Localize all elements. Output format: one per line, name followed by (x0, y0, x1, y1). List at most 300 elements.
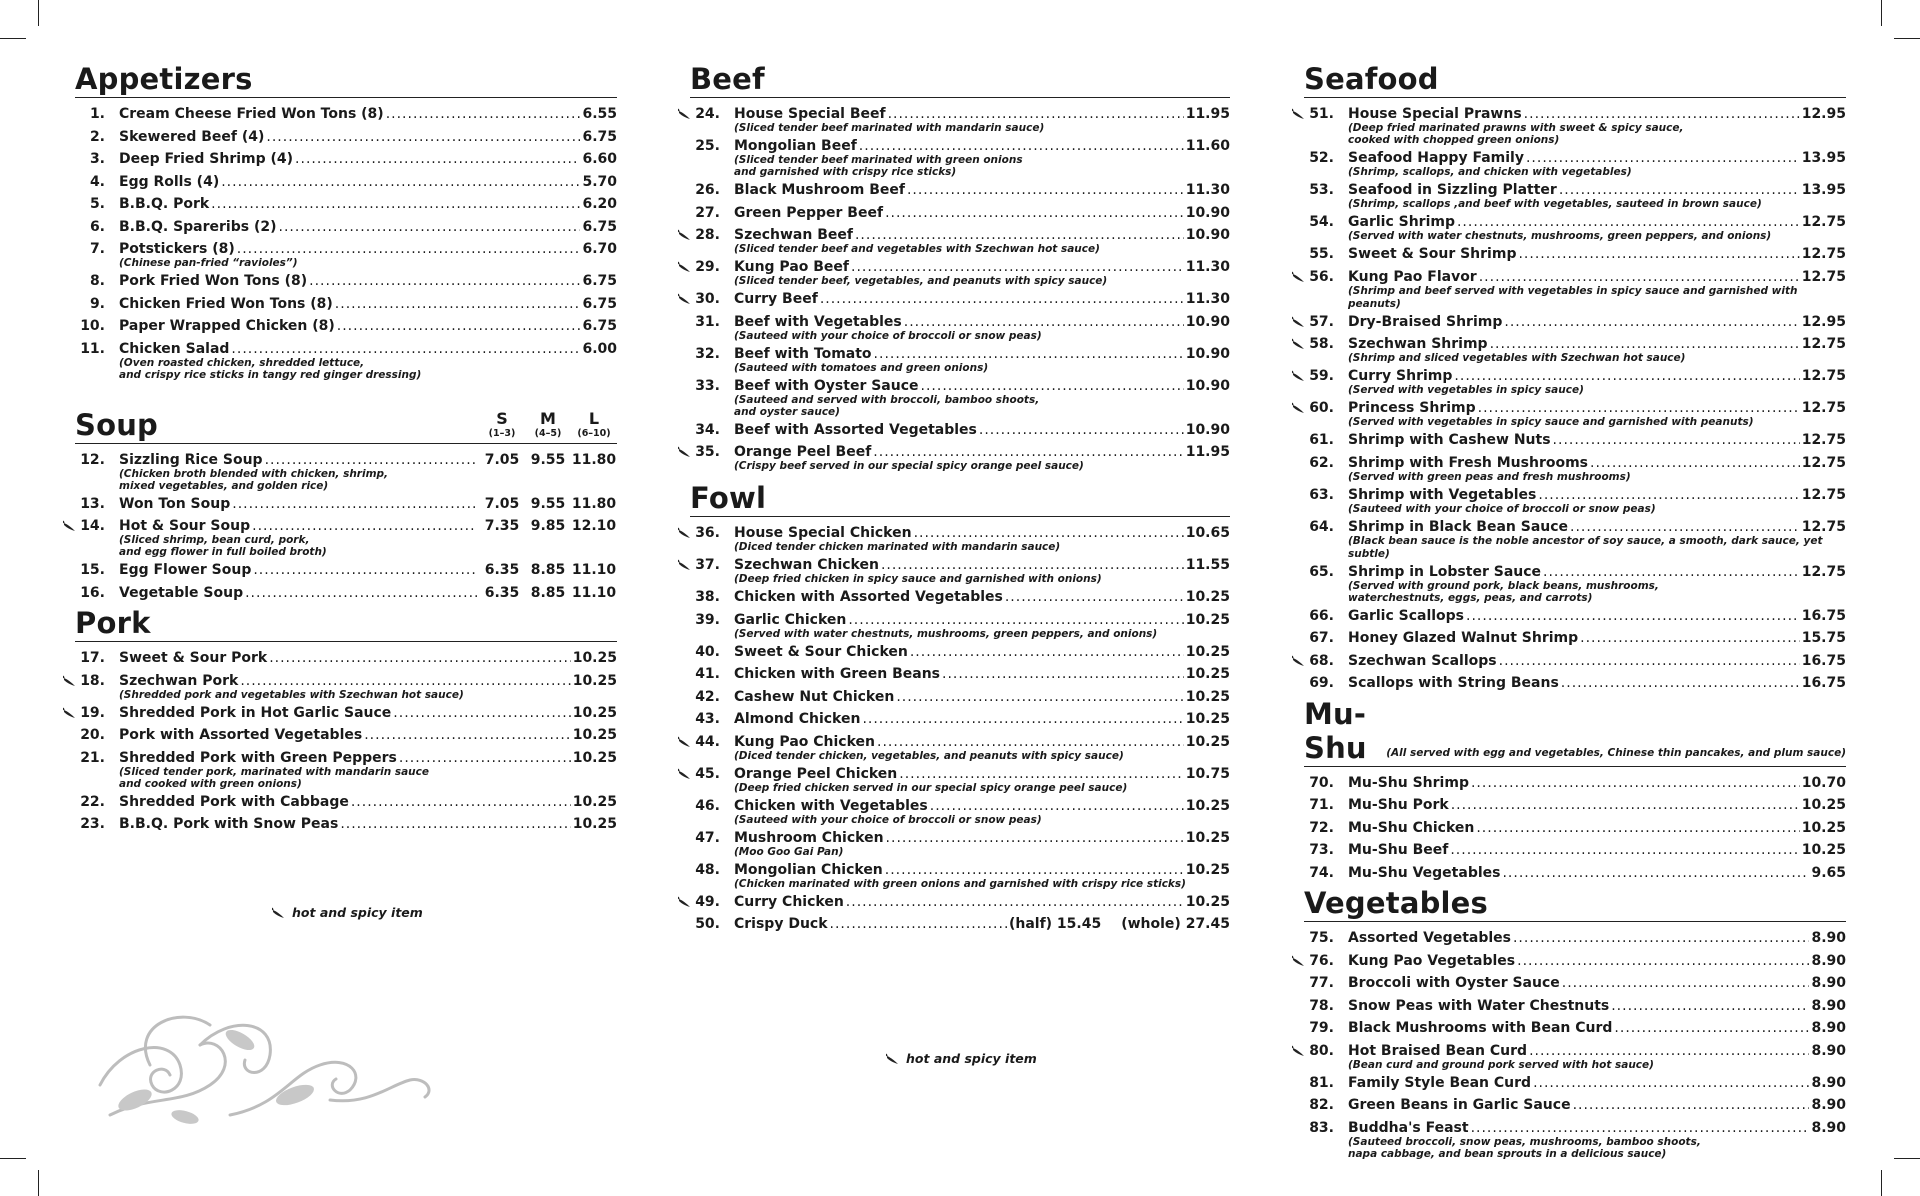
item-line (734, 313, 1230, 331)
item-name: Curry Shrimp (1348, 368, 1453, 384)
item-line (119, 815, 617, 833)
crop-mark (38, 1170, 39, 1196)
item-price: 6.70 (582, 241, 617, 257)
item-price: 8.90 (1811, 930, 1846, 946)
item-line (119, 317, 617, 335)
item-number: 73. (1309, 842, 1334, 858)
item-description: and oyster sauce) (734, 405, 840, 418)
item-line (119, 195, 617, 213)
item-number: 72. (1309, 819, 1334, 836)
item-number: 2. (89, 128, 105, 145)
item-price: 8.90 (1811, 1042, 1846, 1059)
item-line (734, 258, 1230, 276)
item-number: 41. (695, 666, 720, 682)
item-name: Shredded Pork with Cabbage (119, 793, 349, 810)
crop-mark (0, 1158, 26, 1159)
item-name: Mongolian Beef (734, 138, 857, 154)
dot-leader (910, 643, 1184, 661)
item-line (119, 150, 617, 168)
item-name: Sweet & Sour Shrimp (1348, 246, 1517, 262)
item-description: (Served with water chestnuts, mushrooms, green peppers, and onions) (734, 627, 1158, 640)
item-number: 52. (1309, 150, 1334, 166)
size-letter: S (496, 408, 508, 428)
item-line (1348, 841, 1846, 859)
price-medium: 9.55 (530, 451, 566, 468)
menu-item (75, 128, 617, 146)
item-description: (Diced tender chicken marinated with mandarin sauce) (734, 541, 1061, 553)
item-name: Chicken with Vegetables (734, 797, 928, 814)
price-medium: 8.85 (530, 584, 566, 601)
item-price: 10.25 (1185, 829, 1230, 846)
dot-leader (386, 105, 581, 123)
item-price: 11.30 (1185, 291, 1230, 307)
item-number: 60. (1309, 400, 1334, 416)
item-line (1348, 399, 1846, 417)
item-description: (Sauteed and served with broccoli, bamboo shoots, (734, 393, 1040, 406)
dot-leader (253, 561, 477, 579)
price-large: 11.10 (571, 562, 617, 578)
menu-item (75, 150, 617, 168)
dot-leader (846, 893, 1184, 911)
item-name: Beef with Vegetables (734, 313, 902, 330)
section-header-pork (75, 606, 617, 642)
dot-leader (252, 517, 477, 535)
item-number: 46. (695, 797, 720, 814)
item-name: Snow Peas with Water Chestnuts (1348, 997, 1610, 1014)
item-price: 12.75 (1801, 486, 1846, 503)
dot-leader (914, 524, 1184, 542)
item-price: (half) 15.45 (1008, 916, 1102, 932)
item-line (734, 204, 1230, 222)
item-number: 16. (80, 584, 105, 601)
item-number: 12. (80, 451, 105, 468)
section-title: Appetizers (75, 62, 253, 96)
menu-item (690, 137, 1230, 179)
item-line (1348, 819, 1846, 837)
menu-item (690, 524, 1230, 554)
item-price: 10.25 (1185, 861, 1230, 878)
item-line (734, 588, 1230, 606)
menu-item (75, 793, 617, 811)
menu-item (1304, 149, 1846, 179)
dot-leader (859, 137, 1184, 155)
item-line (1348, 1096, 1846, 1114)
item-price: 10.25 (572, 749, 617, 766)
item-name: Beef with Assorted Vegetables (734, 421, 977, 438)
item-line (1348, 1119, 1846, 1137)
item-price: 16.75 (1801, 675, 1846, 691)
item-line (734, 105, 1230, 123)
dot-leader (1499, 652, 1800, 670)
item-name: Mu-Shu Beef (1348, 842, 1449, 858)
item-number: 31. (695, 313, 720, 330)
menu-item (1304, 864, 1846, 882)
item-name: B.B.Q. Pork (119, 196, 210, 212)
item-name: Szechwan Chicken (734, 557, 879, 573)
item-name: Mushroom Chicken (734, 829, 884, 846)
price-medium: 8.85 (530, 562, 566, 578)
dot-leader (979, 421, 1184, 439)
item-number: 7. (89, 241, 105, 257)
menu-item (1304, 1074, 1846, 1092)
menu-item (1304, 563, 1846, 605)
item-number: 22. (80, 793, 105, 810)
item-name: House Special Chicken (734, 525, 912, 541)
menu-item (75, 451, 617, 493)
hot-spicy-legend (272, 905, 423, 920)
menu-item (690, 556, 1230, 586)
item-line (1348, 563, 1846, 581)
item-price: 10.25 (1185, 893, 1230, 910)
menu-item (75, 317, 617, 335)
item-number: 13. (80, 495, 105, 512)
menu-item (1304, 181, 1846, 211)
menu-item (75, 105, 617, 123)
size-letter: M (540, 408, 556, 428)
item-price: 15.75 (1801, 630, 1846, 646)
item-description: (Sauteed with your choice of broccoli or snow peas) (1348, 502, 1656, 515)
dot-leader (885, 861, 1184, 879)
item-number: 27. (695, 204, 720, 221)
item-number: 53. (1309, 182, 1334, 198)
item-line (734, 829, 1230, 847)
item-line (119, 295, 617, 313)
menu-item (1304, 674, 1846, 692)
item-name: Potstickers (8) (119, 241, 235, 257)
item-name: B.B.Q. Spareribs (2) (119, 218, 277, 235)
item-name: Beef with Tomato (734, 345, 872, 362)
dot-leader (1502, 864, 1809, 882)
menu-item (690, 643, 1230, 661)
menu-item (1304, 245, 1846, 263)
item-price: 16.75 (1801, 652, 1846, 669)
dot-leader (1570, 518, 1800, 536)
menu-item (75, 195, 617, 213)
item-price: 11.30 (1185, 182, 1230, 198)
item-description: (Sliced tender pork, marinated with mandarin sauce (119, 765, 429, 778)
item-name: Chicken with Assorted Vegetables (734, 589, 1003, 605)
dot-leader (269, 649, 571, 667)
size-medium (525, 410, 571, 440)
item-number: 75. (1309, 930, 1334, 946)
item-description: (Sliced tender beef marinated with green onions (734, 154, 1023, 166)
item-line (1348, 796, 1846, 814)
item-list (1304, 105, 1846, 692)
dot-leader (232, 495, 477, 513)
item-price: 8.90 (1811, 952, 1846, 969)
item-name: Black Mushrooms with Bean Curd (1348, 1020, 1613, 1036)
menu-column-middle (690, 62, 1230, 938)
dot-leader (266, 128, 580, 146)
section-title: Fowl (690, 481, 767, 515)
dot-leader (1479, 268, 1800, 286)
item-list (75, 451, 617, 602)
item-price: 11.95 (1185, 444, 1230, 460)
item-number: 24. (695, 106, 720, 122)
item-name: Princess Shrimp (1348, 400, 1476, 416)
item-price: 6.75 (582, 318, 617, 334)
dot-leader (393, 704, 570, 722)
menu-item (75, 815, 617, 833)
item-number: 14. (80, 518, 105, 534)
item-number: 43. (695, 711, 720, 727)
item-number: 17. (80, 650, 105, 666)
menu-item (1304, 997, 1846, 1015)
item-line (119, 340, 617, 358)
item-price: 12.75 (1801, 563, 1846, 580)
item-price: 12.95 (1801, 313, 1846, 330)
item-line (734, 765, 1230, 783)
menu-item (75, 240, 617, 270)
item-number: 81. (1309, 1074, 1334, 1091)
item-price: 8.90 (1811, 1097, 1846, 1113)
item-price: 10.25 (1801, 842, 1846, 858)
item-number: 71. (1309, 797, 1334, 813)
item-name: Hot Braised Bean Curd (1348, 1042, 1528, 1059)
item-number: 76. (1309, 952, 1334, 969)
item-number: 66. (1309, 607, 1334, 624)
item-name: Shredded Pork with Green Peppers (119, 749, 397, 766)
menu-item (690, 665, 1230, 683)
legend-text: hot and spicy item (906, 1051, 1037, 1066)
dot-leader (364, 726, 570, 744)
menu-item (75, 295, 617, 313)
dot-leader (1471, 774, 1800, 792)
menu-item (690, 443, 1230, 473)
dot-leader (930, 797, 1184, 815)
item-name: Mu-Shu Vegetables (1348, 864, 1501, 881)
dot-leader (1005, 588, 1184, 606)
menu-item (1304, 335, 1846, 365)
menu-item (75, 726, 617, 744)
item-price: 10.90 (1185, 227, 1230, 243)
item-name: Family Style Bean Curd (1348, 1074, 1532, 1091)
item-name: Assorted Vegetables (1348, 930, 1511, 946)
item-name: Vegetable Soup (119, 584, 244, 601)
item-price: 12.75 (1801, 454, 1846, 471)
item-line (1348, 486, 1846, 504)
menu-item (690, 313, 1230, 343)
item-description: napa cabbage, and bean sprouts in a delicious sauce) (1348, 1147, 1667, 1160)
dot-leader (942, 665, 1184, 683)
size-letter: L (588, 408, 600, 428)
item-line (734, 443, 1230, 461)
menu-item (690, 226, 1230, 256)
item-name: Szechwan Beef (734, 227, 853, 243)
item-line (734, 556, 1230, 574)
item-price: 12.75 (1801, 336, 1846, 352)
item-line (119, 649, 617, 667)
item-line (1348, 213, 1846, 231)
dot-leader (1513, 929, 1809, 947)
dot-leader (851, 258, 1184, 276)
dot-leader (1561, 674, 1800, 692)
size-range: (6–10) (577, 427, 611, 439)
menu-item (1304, 819, 1846, 837)
item-name: Kung Pao Chicken (734, 733, 875, 750)
item-number: 74. (1309, 864, 1334, 881)
menu-item (690, 861, 1230, 891)
dot-leader (855, 226, 1184, 244)
item-price: 10.25 (1185, 733, 1230, 750)
price-medium: 9.85 (530, 518, 566, 534)
menu-item (1304, 431, 1846, 449)
dot-leader (279, 218, 581, 236)
item-price: 6.75 (582, 128, 617, 145)
item-number: 57. (1309, 313, 1334, 330)
item-number: 59. (1309, 368, 1334, 384)
item-number: 62. (1309, 454, 1334, 471)
item-name: Green Beans in Garlic Sauce (1348, 1097, 1571, 1113)
item-price: 10.90 (1185, 204, 1230, 221)
item-line (1348, 607, 1846, 625)
item-price: 5.70 (582, 173, 617, 190)
dot-leader (1590, 454, 1800, 472)
dot-leader (1454, 367, 1799, 385)
item-line (1348, 149, 1846, 167)
menu-item (1304, 367, 1846, 397)
item-description: (Sliced tender beef and vegetables with Szechwan hot sauce) (734, 243, 1100, 255)
item-description: (Moo Goo Gai Pan) (734, 845, 844, 858)
item-price: 11.95 (1185, 106, 1230, 122)
menu-item (1304, 105, 1846, 147)
section-title: Beef (690, 62, 765, 96)
item-line (119, 704, 617, 722)
dot-leader (1580, 629, 1800, 647)
dot-leader (1471, 1119, 1810, 1137)
section-header-seafood (1304, 62, 1846, 98)
dot-leader (1573, 1096, 1810, 1114)
item-line (1348, 929, 1846, 947)
item-number: 64. (1309, 518, 1334, 535)
item-line (734, 665, 1230, 683)
menu-item (1304, 774, 1846, 792)
item-price: 6.55 (582, 106, 617, 122)
item-number: 34. (695, 421, 720, 438)
dot-leader (1478, 399, 1800, 417)
item-name: Sweet & Sour Pork (119, 650, 268, 666)
menu-item (690, 829, 1230, 859)
item-line (119, 561, 617, 579)
dot-leader (830, 915, 1007, 933)
item-description: (Shrimp and beef served with vegetables in spicy sauce and garnished with peanuts) (1348, 284, 1798, 310)
item-list (690, 524, 1230, 933)
item-number: 19. (80, 704, 105, 721)
item-name: Mu-Shu Chicken (1348, 819, 1475, 836)
item-number: 23. (80, 816, 105, 832)
item-number: 37. (695, 557, 720, 573)
item-number: 35. (695, 444, 720, 460)
item-number: 79. (1309, 1020, 1334, 1036)
item-line (734, 893, 1230, 911)
item-price: 10.25 (1185, 589, 1230, 605)
menu-item (1304, 213, 1846, 243)
item-price: 10.25 (1185, 666, 1230, 682)
item-line (1348, 518, 1846, 536)
dot-leader (1529, 1042, 1809, 1060)
item-name: Crispy Duck (734, 916, 828, 932)
item-price: 6.75 (582, 218, 617, 235)
item-description: (Diced tender chicken, vegetables, and peanuts with spicy sauce) (734, 749, 1124, 762)
item-name: Cashew Nut Chicken (734, 688, 895, 705)
menu-item (690, 797, 1230, 827)
size-small (479, 410, 525, 440)
item-price: 10.75 (1185, 765, 1230, 782)
dot-leader (399, 749, 571, 767)
menu-item (1304, 629, 1846, 647)
item-line (1348, 105, 1846, 123)
menu-item (75, 218, 617, 236)
item-name: Shrimp with Cashew Nuts (1348, 432, 1551, 448)
dot-leader (1517, 952, 1809, 970)
item-name: Orange Peel Chicken (734, 765, 898, 782)
item-line (119, 793, 617, 811)
dot-leader (1562, 974, 1810, 992)
item-price: 10.90 (1185, 377, 1230, 394)
item-line (119, 517, 617, 535)
chili-pepper-icon (886, 1052, 900, 1066)
item-line (119, 128, 617, 146)
menu-column-left (75, 62, 617, 838)
item-line (1348, 181, 1846, 199)
item-number: 36. (695, 525, 720, 541)
item-line (119, 672, 617, 690)
item-number: 56. (1309, 268, 1334, 285)
item-price: 12.75 (1801, 400, 1846, 416)
item-line (1348, 268, 1846, 286)
dot-leader (904, 313, 1184, 331)
item-description: (Black bean sauce is the noble ancestor of soy sauce, a smooth, dark sauce, yet subtle) (1348, 534, 1823, 560)
dot-leader (1450, 841, 1799, 859)
item-price: 10.25 (572, 650, 617, 666)
item-name: Garlic Shrimp (1348, 214, 1455, 230)
section-title: Seafood (1304, 62, 1439, 96)
item-number: 39. (695, 611, 720, 628)
item-line (119, 749, 617, 767)
item-number: 29. (695, 259, 720, 275)
item-line (1348, 674, 1846, 692)
item-price: 8.90 (1811, 997, 1846, 1014)
menu-item (75, 672, 617, 702)
item-description: (Chinese pan-fried “ravioles”) (119, 257, 298, 269)
dot-leader (1476, 819, 1799, 837)
item-line (119, 495, 617, 513)
item-price: 6.00 (582, 340, 617, 357)
item-number: 20. (80, 727, 105, 743)
item-name: Cream Cheese Fried Won Tons (8) (119, 106, 384, 122)
item-line (1348, 367, 1846, 385)
item-number: 40. (695, 643, 720, 660)
price-large: 11.80 (571, 451, 617, 468)
item-price: 12.75 (1801, 214, 1846, 230)
dot-leader (888, 105, 1184, 123)
section-header-appetizers (75, 62, 617, 98)
menu-item (690, 290, 1230, 308)
size-range: (4–5) (534, 427, 562, 439)
item-name: Won Ton Soup (119, 495, 231, 512)
dot-leader (1611, 997, 1809, 1015)
section-title: Mu-Shu (1304, 696, 1367, 765)
item-number: 67. (1309, 630, 1334, 646)
item-name: Mu-Shu Pork (1348, 797, 1449, 813)
item-number: 68. (1309, 652, 1334, 669)
item-description: (Sliced shrimp, bean curd, pork, (119, 534, 310, 546)
item-line (734, 861, 1230, 879)
menu-item (75, 495, 617, 513)
item-list (1304, 929, 1846, 1161)
dot-leader (265, 451, 477, 469)
item-line (734, 524, 1230, 542)
